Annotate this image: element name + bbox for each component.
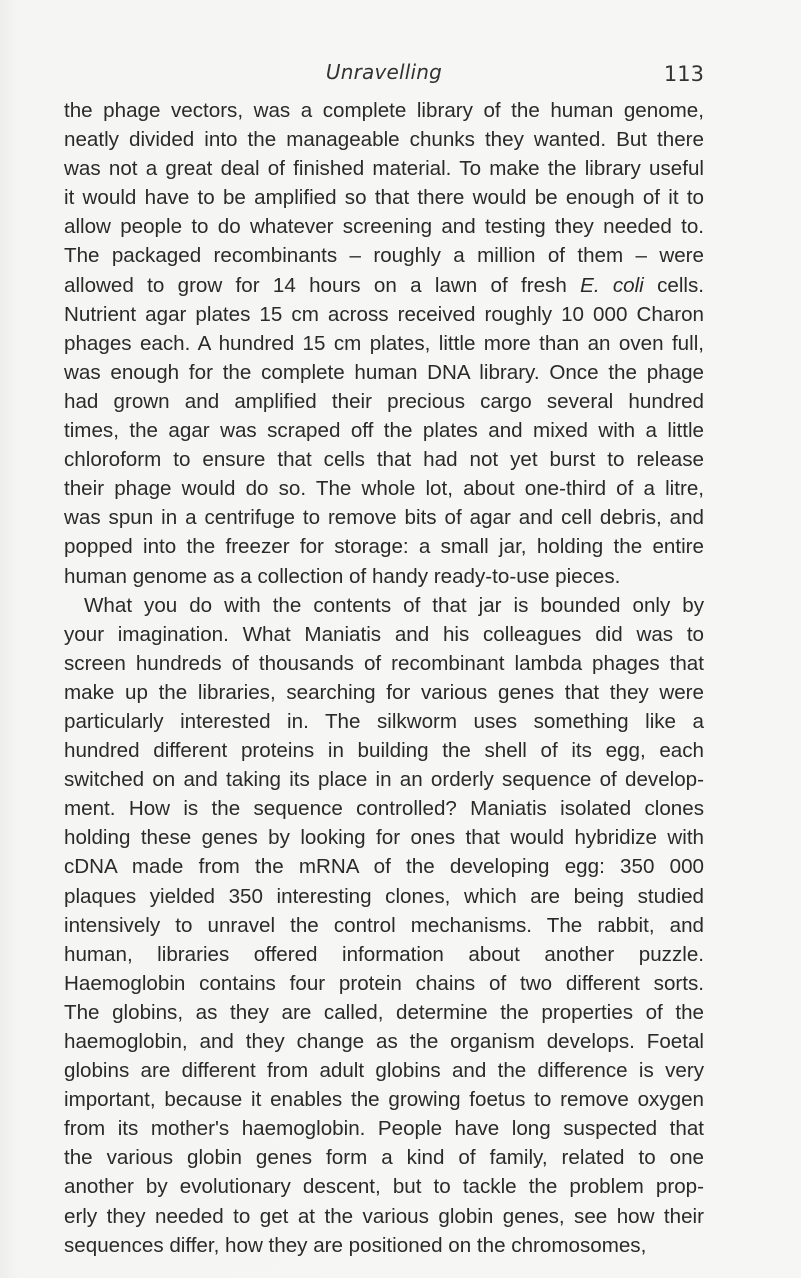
- text-line: their phage would do so. The whole lot, about one-third of a litre,: [64, 477, 704, 501]
- text-line: globins are different from adult globins and the difference is very: [64, 1059, 704, 1083]
- text-line: times, the agar was scraped off the plates and mixed with a little: [64, 419, 704, 443]
- text-line: The globins, as they are called, determine the properties of the: [64, 1000, 704, 1024]
- text-line: switched on and taking its place in an orderly sequence of develop-: [64, 768, 704, 792]
- text-line: The packaged recombinants – roughly a million of them – were: [64, 244, 704, 268]
- text-line: screen hundreds of thousands of recombinant lambda phages that: [64, 651, 704, 675]
- paragraph: [64, 591, 704, 1260]
- text-line: from its mother's haemoglobin. People have long suspected that: [64, 1117, 704, 1141]
- text-line: cDNA made from the mRNA of the developing egg: 350 000: [64, 855, 704, 879]
- page-header: [64, 60, 704, 92]
- text-line: hundred different proteins in building the shell of its egg, each: [64, 739, 704, 763]
- text-line: phages each. A hundred 15 cm plates, little more than an oven full,: [64, 331, 704, 355]
- text-line: allowed to grow for 14 hours on a lawn of fresh E. coli cells.: [64, 273, 704, 297]
- paragraph: [64, 96, 704, 591]
- running-title: Unravelling: [325, 60, 443, 84]
- text-line: popped into the freezer for storage: a small jar, holding the entire: [64, 535, 704, 559]
- text-line: ment. How is the sequence controlled? Maniatis isolated clones: [64, 797, 704, 821]
- text-line: plaques yielded 350 interesting clones, which are being studied: [64, 884, 704, 908]
- text-line: human, libraries offered information about another puzzle.: [64, 942, 704, 966]
- text-line: Haemoglobin contains four protein chains of two different sorts.: [64, 971, 704, 995]
- text-line: another by evolutionary descent, but to tackle the problem prop-: [64, 1175, 704, 1199]
- text-line: sequences differ, how they are positioned on the chromosomes,: [64, 1233, 647, 1257]
- text-line: What you do with the contents of that jar is bounded only by: [84, 593, 704, 617]
- body-text: [64, 96, 704, 1260]
- text-line: it would have to be amplified so that there would be enough of it to: [64, 186, 704, 210]
- text-line: the various globin genes form a kind of family, related to one: [64, 1146, 704, 1170]
- text-line: important, because it enables the growing foetus to remove oxygen: [64, 1088, 704, 1112]
- text-line: your imagination. What Maniatis and his colleagues did was to: [64, 622, 704, 646]
- text-line: had grown and amplified their precious cargo several hundred: [64, 389, 704, 413]
- text-line: haemoglobin, and they change as the organism develops. Foetal: [64, 1030, 704, 1053]
- text-line: allow people to do whatever screening and testing they needed to.: [64, 215, 704, 239]
- text-line: holding these genes by looking for ones that would hybridize with: [64, 826, 704, 850]
- text-line: make up the libraries, searching for various genes that they were: [64, 680, 704, 704]
- text-line: neatly divided into the manageable chunks they wanted. But there: [64, 128, 704, 152]
- text-line: the phage vectors, was a complete library of the human genome,: [64, 99, 704, 122]
- page-number: 113: [663, 62, 704, 86]
- text-line: intensively to unravel the control mechanisms. The rabbit, and: [64, 913, 704, 937]
- text-line: Nutrient agar plates 15 cm across received roughly 10 000 Charon: [64, 302, 704, 326]
- text-line: chloroform to ensure that cells that had not yet burst to release: [64, 448, 704, 472]
- text-line: human genome as a collection of handy ready-to-use pieces.: [64, 564, 621, 588]
- text-line: was spun in a centrifuge to remove bits of agar and cell debris, and: [64, 506, 704, 530]
- text-line: particularly interested in. The silkworm uses something like a: [64, 709, 704, 733]
- text-line: was not a great deal of finished material. To make the library useful: [64, 157, 704, 181]
- species-name: E. coli: [580, 273, 644, 297]
- text-line: erly they needed to get at the various globin genes, see how their: [64, 1204, 704, 1228]
- text-line: was enough for the complete human DNA library. Once the phage: [64, 360, 704, 384]
